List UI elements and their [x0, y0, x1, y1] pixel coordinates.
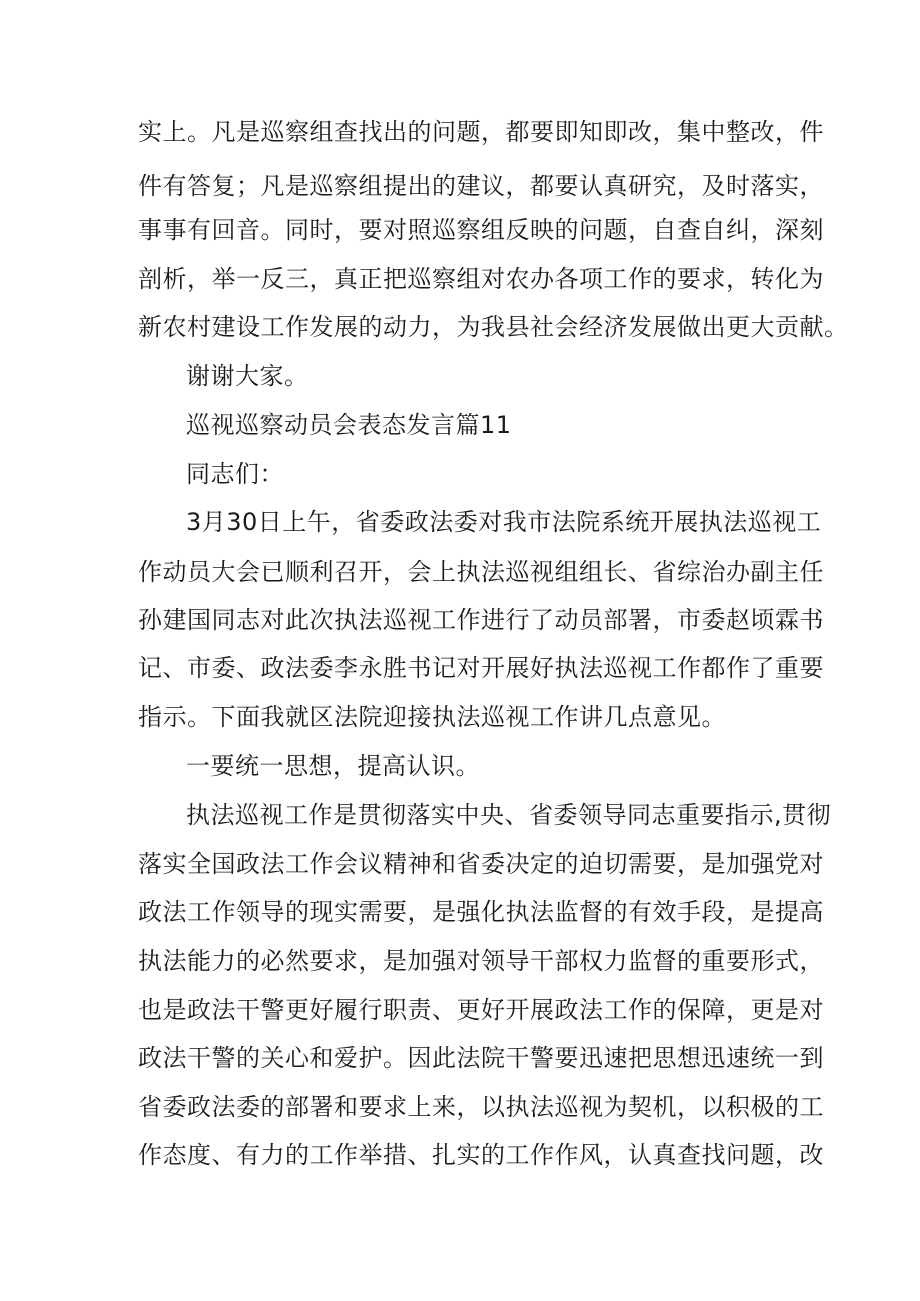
text-line: 也是政法干警更好履行职责、更好开展政法工作的保障，更是对: [138, 996, 824, 1024]
text-line: 政法干警的关心和爱护。因此法院干警要迅速把思想迅速统一到: [138, 1044, 824, 1072]
text-line: 记、市委、政法委李永胜书记对开展好执法巡视工作都作了重要: [138, 654, 824, 682]
text-line: 实上。凡是巡察组查找出的问题，都要即知即改，集中整改，件: [138, 118, 824, 146]
text-line: 政法工作领导的现实需要，是强化执法监督的有效手段，是提高: [138, 898, 824, 926]
text-line: 执法能力的必然要求，是加强对领导干部权力监督的重要形式，: [138, 947, 824, 975]
text-line: 落实全国政法工作会议精神和省委决定的迫切需要，是加强党对: [138, 850, 824, 878]
text-line: 孙建国同志对此次执法巡视工作进行了动员部署，市委赵顷霖书: [138, 606, 824, 634]
section-heading: 巡视巡察动员会表态发言篇11: [186, 411, 512, 439]
text-line: 事事有回音。同时，要对照巡察组反映的问题，自查自纠，深刻: [138, 216, 824, 244]
text-line: 指示。下面我就区法院迎接执法巡视工作讲几点意见。: [138, 703, 726, 731]
text-line: 执法巡视工作是贯彻落实中央、省委领导同志重要指示,贯彻: [186, 801, 832, 829]
text-line: 作动员大会已顺利召开，会上执法巡视组组长、省综治办副主任: [138, 558, 824, 586]
text-line: 省委政法委的部署和要求上来，以执法巡视为契机，以积极的工: [138, 1093, 824, 1121]
text-line: 件有答复；凡是巡察组提出的建议，都要认真研究，及时落实，: [138, 172, 824, 200]
text-line: 作态度、有力的工作举措、扎实的工作作风，认真查找问题，改: [138, 1141, 824, 1169]
text-line: 3月30日上午，省委政法委对我市法院系统开展执法巡视工: [186, 508, 822, 536]
text-line: 剖析，举一反三，真正把巡察组对农办各项工作的要求，转化为: [138, 265, 824, 293]
salutation: 同志们：: [186, 460, 284, 488]
text-line: 谢谢大家。: [186, 362, 309, 390]
sub-heading: 一要统一思想，提高认识。: [186, 752, 480, 780]
text-line: 新农村建设工作发展的动力，为我县社会经济发展做出更大贡献。: [138, 313, 849, 341]
